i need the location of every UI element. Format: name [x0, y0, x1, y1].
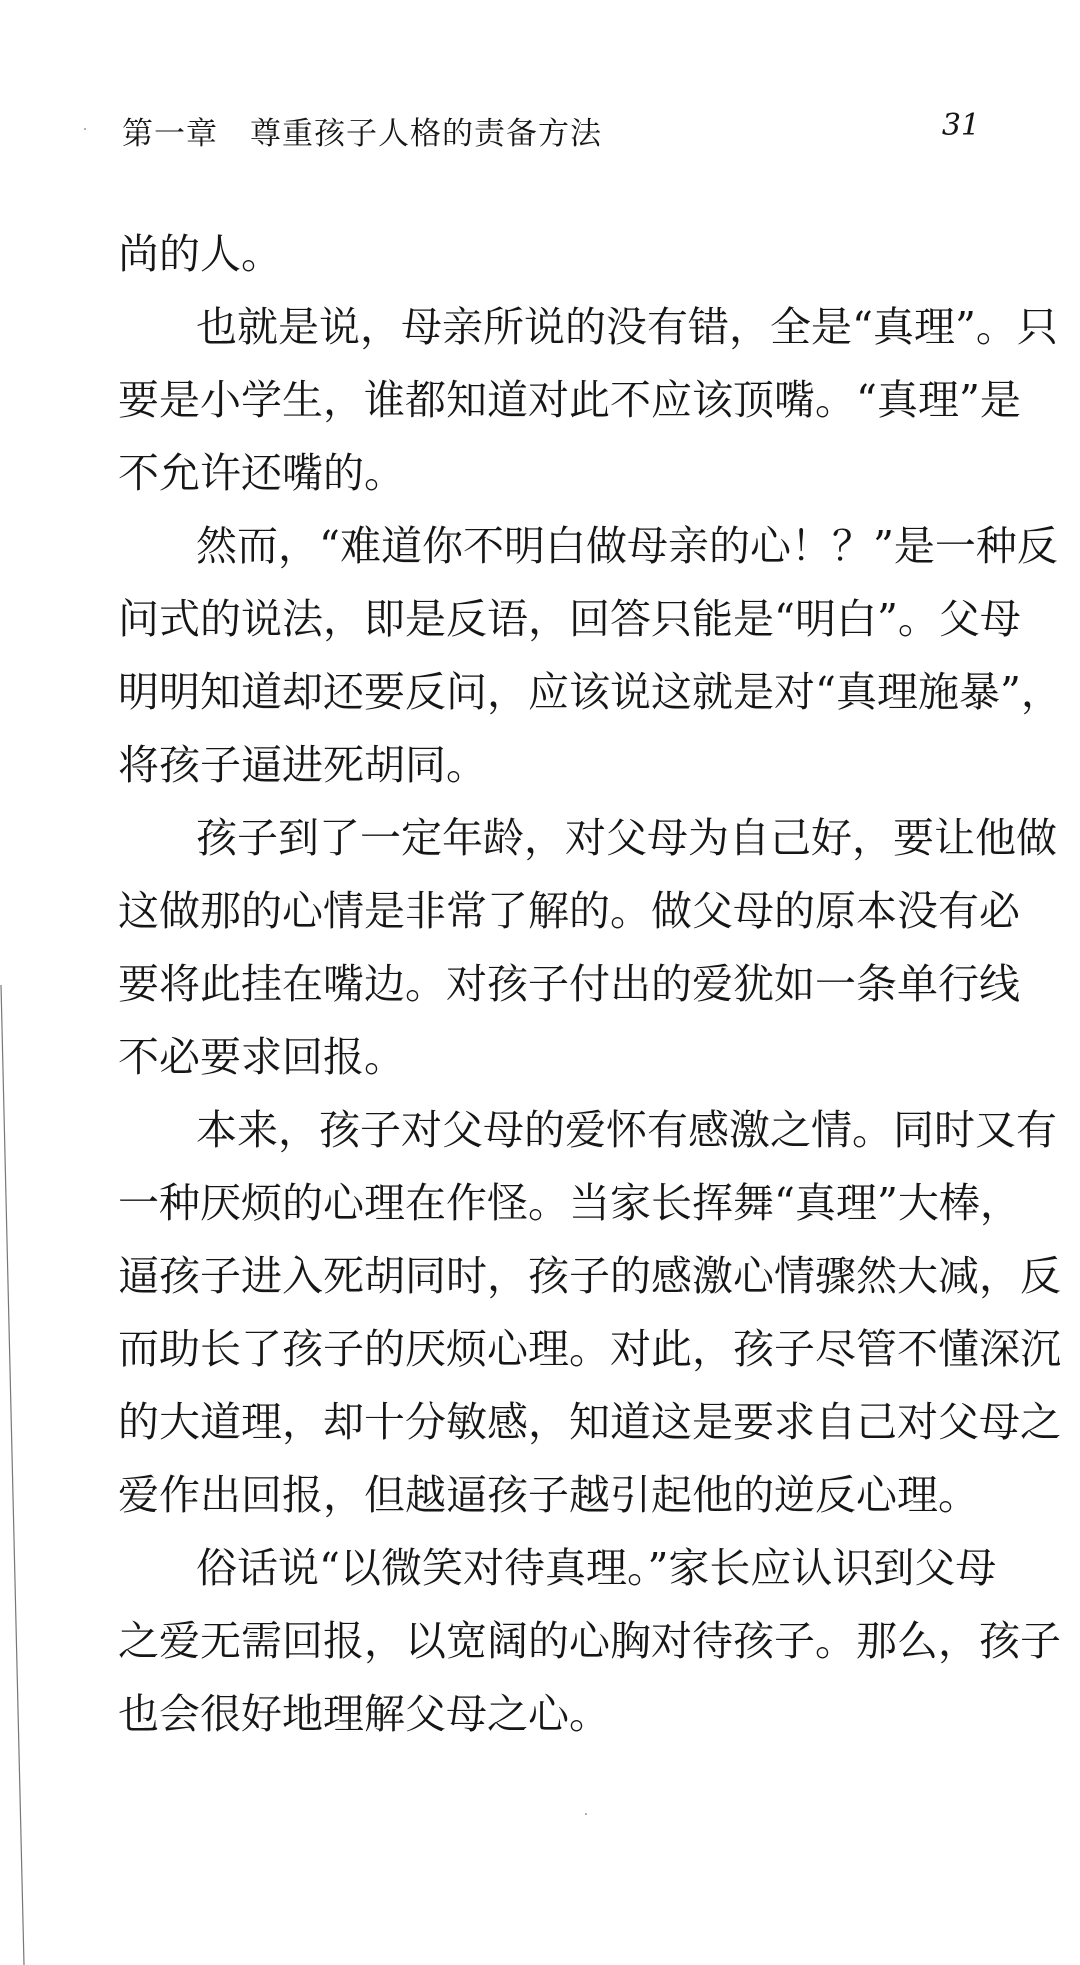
text-line: 也会很好地理解父母之心。 [118, 1690, 610, 1738]
text-line: 俗话说“以微笑对待真理。”家长应认识到父母 [196, 1544, 997, 1592]
text-line: 然而，“难道你不明白做母亲的心！？”是一种反 [196, 522, 1058, 570]
scan-speck [84, 128, 86, 130]
text-line: 本来，孩子对父母的爱怀有感激之情。同时又有 [196, 1106, 1057, 1154]
chapter-title: 第一章 尊重孩子人格的责备方法 [122, 116, 602, 152]
text-line: 要将此挂在嘴边。对孩子付出的爱犹如一条单行线 [118, 960, 1020, 1008]
binding-edge-line [0, 985, 30, 1965]
text-line: 不必要求回报。 [118, 1033, 405, 1081]
text-line: 将孩子逼进死胡同。 [118, 741, 487, 789]
text-line: 之爱无需回报，以宽阔的心胸对待孩子。那么，孩子 [118, 1617, 1061, 1665]
text-line: 要是小学生，谁都知道对此不应该顶嘴。“真理”是 [118, 376, 1021, 424]
page-number: 31 [941, 108, 980, 143]
text-line: 逼孩子进入死胡同时，孩子的感激心情骤然大减，反 [118, 1252, 1061, 1300]
text-line: 问式的说法，即是反语，回答只能是“明白”。父母 [118, 595, 1021, 643]
text-line: 一种厌烦的心理在作怪。当家长挥舞“真理”大棒， [118, 1179, 1021, 1227]
text-line: 而助长了孩子的厌烦心理。对此，孩子尽管不懂深沉 [118, 1325, 1061, 1373]
text-line: 不允许还嘴的。 [118, 449, 405, 497]
text-line: 的大道理，却十分敏感，知道这是要求自己对父母之 [118, 1398, 1061, 1446]
text-line: 尚的人。 [118, 230, 282, 278]
scan-speck [585, 1813, 587, 1815]
text-line: 孩子到了一定年龄，对父母为自己好，要让他做 [196, 814, 1057, 862]
running-head [122, 108, 980, 156]
text-line: 这做那的心情是非常了解的。做父母的原本没有必 [118, 887, 1020, 935]
text-line: 明明知道却还要反问，应该说这就是对“真理施暴”， [118, 668, 1062, 716]
text-line: 爱作出回报，但越逼孩子越引起他的逆反心理。 [118, 1471, 979, 1519]
text-line: 也就是说，母亲所说的没有错，全是“真理”。只 [196, 303, 1058, 351]
body-text [118, 218, 1062, 1751]
